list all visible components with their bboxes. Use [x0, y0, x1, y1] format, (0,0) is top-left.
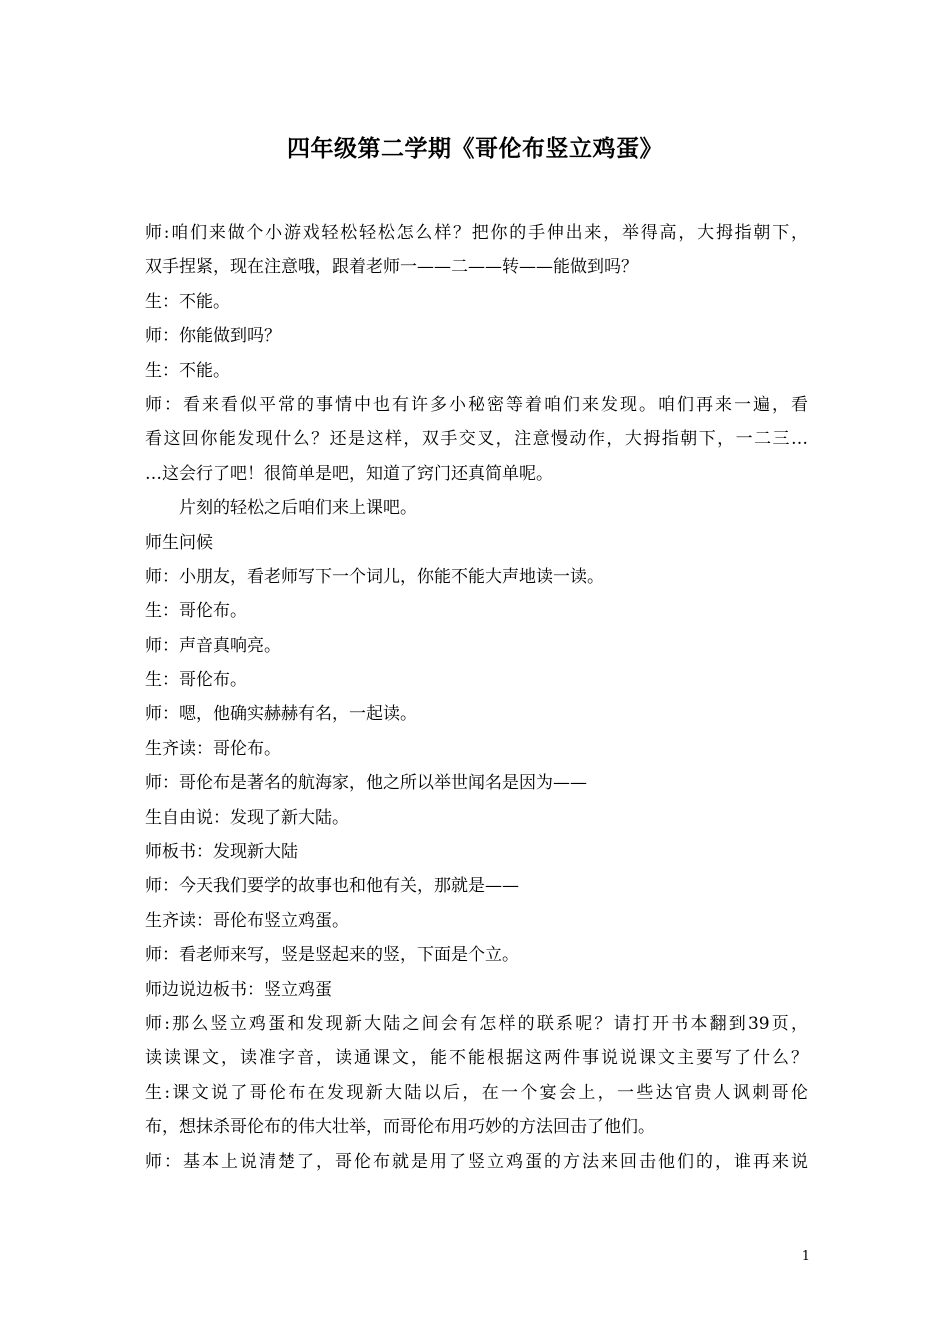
text-line: 生：不能。	[145, 360, 230, 381]
text-line: 生齐读：哥伦布。	[145, 738, 281, 759]
text-line: 师：哥伦布是著名的航海家，他之所以举世闻名是因为——	[145, 773, 587, 794]
text-line: 看这回你能发现什么？还是这样，双手交叉，注意慢动作，大拇指朝下，一二三…	[145, 429, 808, 450]
text-line: 生自由说：发现了新大陆。	[145, 807, 349, 828]
text-line: 生：哥伦布。	[145, 601, 247, 622]
text-line: 片刻的轻松之后咱们来上课吧。	[179, 498, 417, 519]
text-line: 师：嗯，他确实赫赫有名，一起读。	[145, 704, 417, 725]
text-line: 布，想抹杀哥伦布的伟大壮举，而哥伦布用巧妙的方法回击了他们。	[145, 1117, 655, 1138]
text-line: 双手捏紧，现在注意哦，跟着老师一——二——转——能做到吗？	[145, 257, 638, 278]
text-line: 师：今天我们要学的故事也和他有关，那就是——	[145, 876, 519, 897]
text-line: 师板书：发现新大陆	[145, 842, 298, 863]
text-line: …这会行了吧！很简单是吧，知道了窍门还真简单呢。	[145, 463, 553, 484]
text-line: 师生问候	[145, 532, 213, 553]
text-line: 生齐读：哥伦布竖立鸡蛋。	[145, 910, 349, 931]
text-line: 师：看老师来写，竖是竖起来的竖，下面是个立。	[145, 945, 519, 966]
text-line: 师：基本上说清楚了，哥伦布就是用了竖立鸡蛋的方法来回击他们的，谁再来说	[145, 1151, 808, 1172]
document-body	[145, 216, 808, 1179]
text-line: 师：看来看似平常的事情中也有许多小秘密等着咱们来发现。咱们再来一遍，看	[145, 394, 808, 415]
text-line: 师：小朋友，看老师写下一个词儿，你能不能大声地读一读。	[145, 566, 604, 587]
text-line: 生:课文说了哥伦布在发现新大陆以后，在一个宴会上，一些达官贵人讽刺哥伦	[145, 1082, 808, 1103]
text-line: 读读课文，读准字音，读通课文，能不能根据这两件事说说课文主要写了什么？	[145, 1048, 808, 1069]
page-number: 1	[801, 1249, 810, 1264]
document-title: 四年级第二学期《哥伦布竖立鸡蛋》	[287, 135, 663, 162]
text-line: 生：不能。	[145, 291, 230, 312]
text-line: 师：声音真响亮。	[145, 635, 281, 656]
text-line: 生：哥伦布。	[145, 670, 247, 691]
text-line: 师:咱们来做个小游戏轻松轻松怎么样？把你的手伸出来，举得高，大拇指朝下，	[145, 223, 808, 243]
text-line: 师：你能做到吗？	[145, 326, 281, 347]
text-line: 师:那么竖立鸡蛋和发现新大陆之间会有怎样的联系呢？请打开书本翻到39页，	[145, 1013, 808, 1034]
text-line: 师边说边板书：竖立鸡蛋	[145, 979, 332, 1000]
